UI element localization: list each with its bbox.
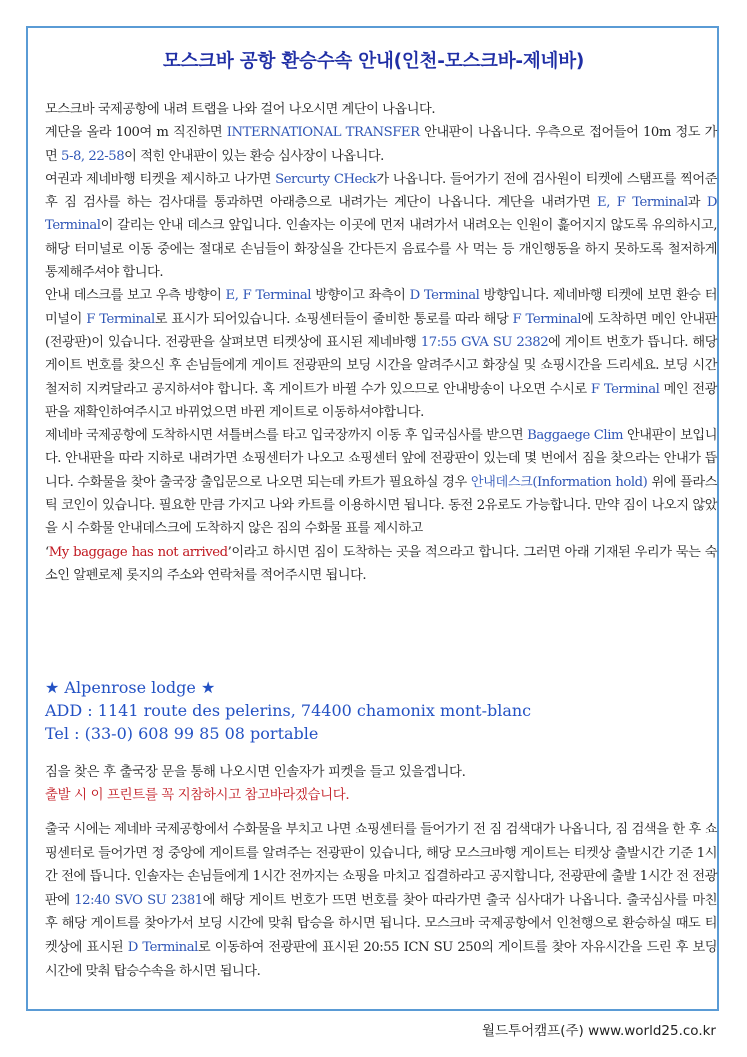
highlight-text: D Terminal	[409, 288, 480, 304]
pickup-note: 짐을 찾은 후 출국장 문을 통해 나오시면 인솔자가 피켓을 들고 있을겝니다.	[45, 765, 466, 780]
text-run: 메인 전광판을 재확인하여주시고 바뀌었으면 바뀐 게이트로 이동하셔야합니다.	[45, 381, 717, 420]
text-run: 여권과 제네바행 티켓을 제시하고 나가면	[45, 171, 276, 187]
paragraph-terminal-direction	[45, 284, 717, 424]
print-reminder: 출발 시 이 프린트를 꼭 지참하시고 참고바라겠습니다.	[45, 788, 350, 803]
text-run: 방향입니다. 제네바행 티켓에 보면 환승 터미널이	[45, 288, 718, 327]
highlight-text: E, F Terminal	[597, 195, 688, 211]
highlight-text: F Terminal	[512, 311, 582, 327]
text-run: 계단을 올라 100여 m 직진하면	[45, 125, 227, 141]
arrival-instructions	[45, 98, 717, 587]
lodge-name: ★ Alpenrose lodge ★	[45, 678, 216, 697]
text-run: 모스크바 국제공항에 내려 트랩을 나와 걸어 나오시면 계단이 나옵니다.	[45, 102, 436, 117]
paragraph-geneva-arrival	[45, 424, 717, 540]
text-run: 방향이고 좌측이	[311, 288, 410, 304]
departure-instructions	[45, 818, 717, 983]
paragraph-lost-baggage	[45, 541, 717, 588]
text-run: 안내 데스크를 보고 우측 방향이	[45, 288, 226, 304]
paragraph-transfer-sign	[45, 121, 717, 168]
paragraph-departure	[45, 818, 717, 983]
highlight-text: E, F Terminal	[225, 288, 312, 304]
highlight-text: D Terminal	[127, 939, 198, 955]
text-run: ’이라고 하시면 짐이 도착하는 곳을 적으라고 합니다. 그러면 아래 기재된 우리가 묵는 숙소인 알펜로제 롯지의 주소와 연락처를 적어주시면 됩니다.	[45, 544, 717, 583]
paragraph-security-check	[45, 168, 717, 284]
text-run: 이 적힌 안내판이 있는 환승 심사장이 나옵니다.	[124, 148, 384, 164]
highlight-text: F Terminal	[86, 311, 155, 327]
highlight-text: 5-8, 22-58	[61, 148, 125, 164]
text-run: 에 도착하면 메인 안내판(전광판)이 있습니다. 전광판을 살펴보면 티켓상에 표시된 제네바행	[45, 311, 717, 350]
highlight-text: Sercurty CHeck	[275, 171, 377, 187]
text-run: 로 표시가 되어있습니다. 쇼핑센터들이 줄비한 통로를 따라 해당	[154, 311, 513, 327]
highlight-text: F Terminal	[590, 381, 660, 397]
highlight-text: Baggaege Clim	[527, 428, 624, 444]
text-run: 제네바 국제공항에 도착하시면 셔틀버스를 타고 입국장까지 이동 후 입국심사를 받으면	[45, 428, 528, 444]
text-run: 가 나옵니다. 들어가기 전에 검사원이 티켓에 스탬프를 찍어준 후 짐 검사를 하는 검사대를 통과하면 아래층으로 내려가는 계단이 나옵니다. 계단을 내려가면	[45, 171, 717, 211]
text-run: 안내판이 나옵니다. 우측으로 접어들어 10m 정도 가면	[45, 125, 717, 164]
pickup-notice	[45, 761, 717, 807]
text-run: ‘	[45, 544, 49, 560]
text-run: 로 이동하여 전광판에 표시된 20:55 ICN SU 250의 게이트를 찾아 자유시간을 드린 후 보딩 시간에 맞춰 탑승수속을 하시면 됩니다.	[45, 939, 717, 979]
highlight-text: 12:40 SVO SU 2381	[74, 892, 203, 908]
text-run: 과	[687, 195, 707, 211]
lodge-phone: Tel : (33-0) 608 99 85 08 portable	[45, 724, 319, 743]
footer-company: 월드투어캠프(주) www.world25.co.kr	[481, 1023, 716, 1039]
text-run: 이 갈리는 안내 데스크 앞입니다. 인솔자는 이곳에 먼저 내려가서 내려오는 인원이 흝어지지 않도록 유의하시고, 해당 터미널로 이동 중에는 절대로 손님들이 화장실을 간다든지 음료수를 사 먹는 등 개인행동을 하지 못하도록 철저하게 통제해주셔야 합니다.	[45, 218, 717, 281]
page-title: 모스크바 공항 환승수속 안내(인천-모스크바-제네바)	[162, 51, 585, 72]
paragraph-arrival	[45, 98, 717, 121]
highlight-text: INTERNATIONAL TRANSFER	[226, 125, 420, 141]
text-run: 안내판이 보입니다. 안내판을 따라 지하로 내려가면 쇼핑센터가 나오고 쇼핑센터 앞에 전광판이 있는데 몇 번에서 짐을 찾으라는 안내가 뜹니다. 수화물을 찾아 출국장 출입문으로 나오면 되는데 카트가 필요하실 경우	[45, 428, 717, 490]
highlight-text: 안내데스크(Information hold)	[470, 474, 648, 490]
text-run: 에 해당 게이트 번호가 뜨면 번호를 찾아 따라가면 출국 심사대가 나옵니다. 출국심사를 마친 후 해당 게이트를 찾아가서 보딩 시간에 맞춰 탑승을 하시면 됩니다. 모스크바 국제공항에서 인천행으로 환승하실 때도 티켓상에 표시된	[45, 892, 717, 955]
lodge-contact-block	[45, 676, 705, 745]
warning-text: My baggage has not arrived	[48, 544, 228, 560]
text-run: 에 게이트 번호가 뜹니다. 해당 게이트 번호를 찾으신 후 손님들에게 게이트 전광판의 보딩 시간을 알려주시고 화장실 및 쇼핑시간을 드리세요. 보딩 시간 철저히 지켜달라고 공지하셔야 합니다. 혹 게이트가 바뀔 수가 있으므로 안내방송이 나오면 수시로	[45, 334, 717, 397]
text-run: 위에 플라스틱 코인이 있습니다. 필요한 만큼 가지고 나와 카트를 이용하시면 됩니다. 동전 2유로도 가능합니다. 만약 짐이 나오지 않았을 시 수화물 안내데스크에 도착하지 않은 짐의 수화물 표를 제시하고	[45, 474, 718, 537]
lodge-address: ADD : 1141 route des pelerins, 74400 chamonix mont-blanc	[45, 701, 532, 720]
text-run: 출국 시에는 제네바 국제공항에서 수화물을 부치고 나면 쇼핑센터를 들어가기 전 짐 검색대가 나옵니다, 짐 검색을 한 후 쇼핑센터로 들어가면 정 중앙에 게이트를 알려주는 전광판이 있습니다, 해당 모스크바행 게이트는 티켓상 출발시간 기준 1시간 전에 뜹니다. 인솔자는 손님들에게 1시간 전까지는 쇼핑을 마치고 집결하라고 공지합니다, 전광판에 출발 1시간 전 전광판에	[45, 822, 717, 908]
highlight-text: D Terminal	[45, 195, 717, 234]
highlight-text: 17:55 GVA SU 2382	[420, 334, 549, 350]
